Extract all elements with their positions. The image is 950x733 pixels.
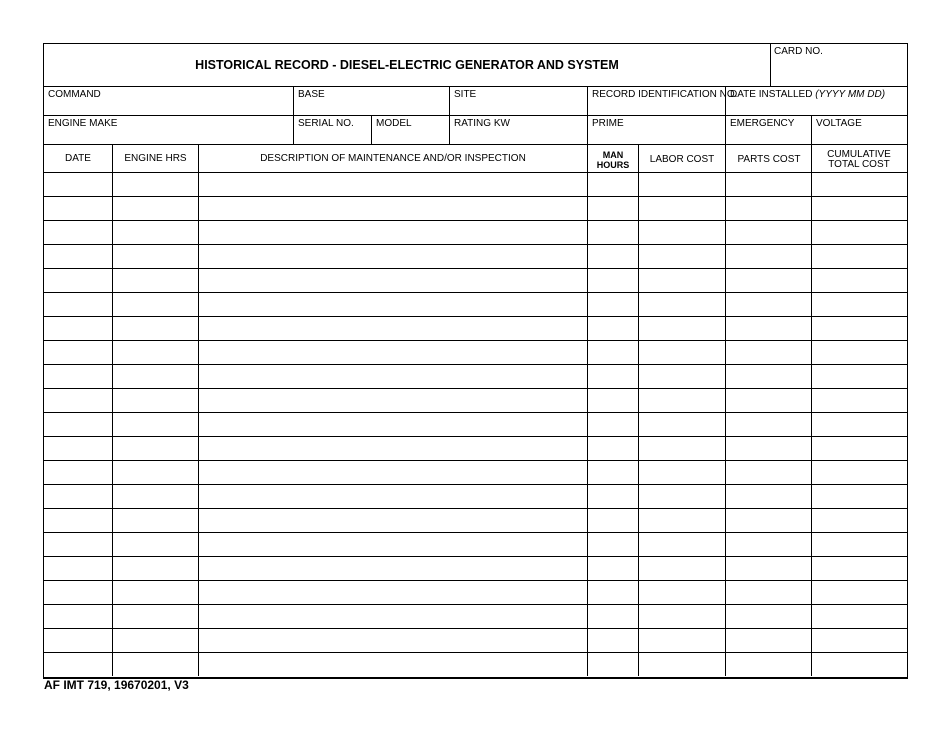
table-cell-engine-hrs[interactable] [113, 365, 198, 388]
table-cell-date[interactable] [44, 173, 112, 196]
table-cell-cumulative-total[interactable] [812, 581, 906, 604]
table-cell-date[interactable] [44, 293, 112, 316]
cumulative-line2: TOTAL COST [828, 159, 890, 170]
col-cumulative-header [812, 150, 906, 170]
table-cell-parts-cost[interactable] [726, 245, 811, 268]
table-cell-description[interactable] [199, 293, 587, 316]
rating-kw-label: RATING KW [454, 118, 510, 129]
table-cell-engine-hrs[interactable] [113, 245, 198, 268]
table-cell-parts-cost[interactable] [726, 653, 811, 676]
command-label: COMMAND [48, 89, 101, 100]
table-cell-engine-hrs[interactable] [113, 533, 198, 556]
table-cell-labor-cost[interactable] [639, 485, 725, 508]
table-cell-description[interactable] [199, 509, 587, 532]
table-cell-date[interactable] [44, 485, 112, 508]
table-cell-labor-cost[interactable] [639, 293, 725, 316]
table-cell-man-hours[interactable] [588, 437, 638, 460]
table-cell-cumulative-total[interactable] [812, 173, 906, 196]
table-cell-man-hours[interactable] [588, 389, 638, 412]
card-no-label: CARD NO. [774, 46, 823, 57]
table-cell-labor-cost[interactable] [639, 557, 725, 580]
table-cell-man-hours[interactable] [588, 341, 638, 364]
base-field[interactable] [294, 101, 448, 114]
emergency-label: EMERGENCY [730, 118, 795, 129]
table-cell-parts-cost[interactable] [726, 365, 811, 388]
table-cell-man-hours[interactable] [588, 509, 638, 532]
table-cell-parts-cost[interactable] [726, 461, 811, 484]
table-cell-parts-cost[interactable] [726, 173, 811, 196]
table-cell-description[interactable] [199, 365, 587, 388]
table-cell-parts-cost[interactable] [726, 413, 811, 436]
table-cell-description[interactable] [199, 629, 587, 652]
table-cell-engine-hrs[interactable] [113, 509, 198, 532]
record-id-label: RECORD IDENTIFICATION NO. [592, 89, 738, 100]
table-cell-cumulative-total[interactable] [812, 485, 906, 508]
date-installed-text: DATE INSTALLED [730, 89, 813, 100]
table-cell-cumulative-total[interactable] [812, 197, 906, 220]
table-cell-cumulative-total[interactable] [812, 461, 906, 484]
card-no-field[interactable] [771, 58, 906, 85]
table-cell-description[interactable] [199, 173, 587, 196]
cumulative-line1: CUMULATIVE [827, 149, 891, 160]
table-cell-man-hours[interactable] [588, 557, 638, 580]
table-cell-cumulative-total[interactable] [812, 533, 906, 556]
serial-no-field[interactable] [294, 130, 370, 143]
table-cell-date[interactable] [44, 653, 112, 676]
table-cell-man-hours[interactable] [588, 605, 638, 628]
table-cell-date[interactable] [44, 245, 112, 268]
table-cell-cumulative-total[interactable] [812, 605, 906, 628]
table-cell-engine-hrs[interactable] [113, 293, 198, 316]
table-cell-description[interactable] [199, 581, 587, 604]
table-cell-man-hours[interactable] [588, 197, 638, 220]
table-cell-description[interactable] [199, 653, 587, 676]
table-cell-description[interactable] [199, 413, 587, 436]
table-cell-cumulative-total[interactable] [812, 293, 906, 316]
table-cell-date[interactable] [44, 341, 112, 364]
table-cell-labor-cost[interactable] [639, 605, 725, 628]
divider [43, 115, 907, 116]
table-cell-engine-hrs[interactable] [113, 269, 198, 292]
table-cell-parts-cost[interactable] [726, 269, 811, 292]
prime-label: PRIME [592, 118, 624, 129]
table-cell-date[interactable] [44, 221, 112, 244]
engine-make-field[interactable] [44, 130, 292, 143]
table-cell-description[interactable] [199, 557, 587, 580]
date-installed-label [730, 89, 885, 101]
form-number: AF IMT 719, 19670201, V3 [44, 678, 189, 692]
table-cell-date[interactable] [44, 533, 112, 556]
table-cell-parts-cost[interactable] [726, 629, 811, 652]
serial-no-label: SERIAL NO. [298, 118, 354, 129]
table-cell-cumulative-total[interactable] [812, 221, 906, 244]
table-cell-engine-hrs[interactable] [113, 581, 198, 604]
table-cell-date[interactable] [44, 509, 112, 532]
table-cell-parts-cost[interactable] [726, 197, 811, 220]
table-cell-date[interactable] [44, 317, 112, 340]
table-cell-description[interactable] [199, 605, 587, 628]
table-cell-engine-hrs[interactable] [113, 389, 198, 412]
form-title: HISTORICAL RECORD - DIESEL-ELECTRIC GENERATOR AND SYSTEM [195, 58, 619, 72]
table-cell-engine-hrs[interactable] [113, 485, 198, 508]
table-cell-parts-cost[interactable] [726, 341, 811, 364]
table-cell-man-hours[interactable] [588, 269, 638, 292]
table-cell-man-hours[interactable] [588, 629, 638, 652]
table-cell-labor-cost[interactable] [639, 629, 725, 652]
table-cell-cumulative-total[interactable] [812, 629, 906, 652]
table-cell-labor-cost[interactable] [639, 173, 725, 196]
table-cell-cumulative-total[interactable] [812, 269, 906, 292]
table-cell-man-hours[interactable] [588, 581, 638, 604]
table-cell-engine-hrs[interactable] [113, 653, 198, 676]
table-cell-labor-cost[interactable] [639, 317, 725, 340]
table-cell-date[interactable] [44, 413, 112, 436]
table-cell-parts-cost[interactable] [726, 293, 811, 316]
table-cell-man-hours[interactable] [588, 245, 638, 268]
table-cell-labor-cost[interactable] [639, 533, 725, 556]
date-installed-field[interactable] [726, 101, 906, 114]
engine-make-label: ENGINE MAKE [48, 118, 118, 129]
table-cell-cumulative-total[interactable] [812, 341, 906, 364]
table-cell-engine-hrs[interactable] [113, 557, 198, 580]
table-cell-date[interactable] [44, 461, 112, 484]
table-cell-date[interactable] [44, 557, 112, 580]
table-cell-labor-cost[interactable] [639, 413, 725, 436]
table-cell-date[interactable] [44, 437, 112, 460]
table-cell-man-hours[interactable] [588, 365, 638, 388]
command-field[interactable] [44, 101, 292, 114]
col-description-header: DESCRIPTION OF MAINTENANCE AND/OR INSPECTION [260, 153, 526, 164]
table-cell-cumulative-total[interactable] [812, 317, 906, 340]
site-label: SITE [454, 89, 477, 100]
base-label: BASE [298, 89, 325, 100]
divider [43, 144, 907, 145]
table-cell-parts-cost[interactable] [726, 581, 811, 604]
table-cell-engine-hrs[interactable] [113, 341, 198, 364]
model-label: MODEL [376, 118, 412, 129]
col-parts-cost-header: PARTS COST [737, 154, 801, 165]
table-cell-parts-cost[interactable] [726, 557, 811, 580]
table-cell-description[interactable] [199, 389, 587, 412]
table-cell-man-hours[interactable] [588, 461, 638, 484]
table-cell-cumulative-total[interactable] [812, 437, 906, 460]
col-engine-hrs-header: ENGINE HRS [124, 153, 187, 164]
table-cell-labor-cost[interactable] [639, 581, 725, 604]
table-cell-date[interactable] [44, 389, 112, 412]
table-cell-engine-hrs[interactable] [113, 221, 198, 244]
table-cell-description[interactable] [199, 197, 587, 220]
table-cell-engine-hrs[interactable] [113, 413, 198, 436]
table-cell-date[interactable] [44, 605, 112, 628]
table-cell-description[interactable] [199, 221, 587, 244]
table-cell-labor-cost[interactable] [639, 365, 725, 388]
table-cell-labor-cost[interactable] [639, 245, 725, 268]
table-cell-parts-cost[interactable] [726, 317, 811, 340]
table-cell-engine-hrs[interactable] [113, 629, 198, 652]
table-cell-cumulative-total[interactable] [812, 509, 906, 532]
table-cell-description[interactable] [199, 461, 587, 484]
table-cell-cumulative-total[interactable] [812, 365, 906, 388]
date-installed-format: (YYYY MM DD) [815, 89, 886, 100]
table-cell-man-hours[interactable] [588, 317, 638, 340]
table-cell-man-hours[interactable] [588, 293, 638, 316]
table-cell-cumulative-total[interactable] [812, 245, 906, 268]
rating-kw-field[interactable] [450, 130, 586, 143]
table-cell-engine-hrs[interactable] [113, 437, 198, 460]
table-cell-labor-cost[interactable] [639, 509, 725, 532]
table-cell-man-hours[interactable] [588, 173, 638, 196]
table-cell-cumulative-total[interactable] [812, 557, 906, 580]
table-cell-description[interactable] [199, 269, 587, 292]
man-hours-line2: HOURS [596, 160, 630, 170]
table-cell-labor-cost[interactable] [639, 197, 725, 220]
table-cell-man-hours[interactable] [588, 653, 638, 676]
table-cell-description[interactable] [199, 317, 587, 340]
emergency-field[interactable] [726, 130, 810, 143]
col-labor-cost-header: LABOR COST [649, 154, 715, 165]
table-cell-man-hours[interactable] [588, 485, 638, 508]
table-cell-engine-hrs[interactable] [113, 605, 198, 628]
table-cell-labor-cost[interactable] [639, 269, 725, 292]
model-field[interactable] [372, 130, 448, 143]
table-cell-engine-hrs[interactable] [113, 317, 198, 340]
table-cell-engine-hrs[interactable] [113, 197, 198, 220]
table-cell-labor-cost[interactable] [639, 653, 725, 676]
man-hours-line1: MAN [602, 150, 624, 160]
table-cell-parts-cost[interactable] [726, 485, 811, 508]
table-cell-parts-cost[interactable] [726, 533, 811, 556]
table-cell-parts-cost[interactable] [726, 509, 811, 532]
table-cell-cumulative-total[interactable] [812, 413, 906, 436]
table-cell-description[interactable] [199, 485, 587, 508]
table-cell-date[interactable] [44, 629, 112, 652]
table-cell-parts-cost[interactable] [726, 437, 811, 460]
table-cell-description[interactable] [199, 437, 587, 460]
table-cell-cumulative-total[interactable] [812, 389, 906, 412]
site-field[interactable] [450, 101, 586, 114]
table-cell-labor-cost[interactable] [639, 341, 725, 364]
voltage-field[interactable] [812, 130, 906, 143]
divider [43, 86, 907, 87]
table-cell-date[interactable] [44, 197, 112, 220]
table-cell-man-hours[interactable] [588, 221, 638, 244]
table-cell-date[interactable] [44, 269, 112, 292]
table-cell-parts-cost[interactable] [726, 605, 811, 628]
table-cell-labor-cost[interactable] [639, 221, 725, 244]
record-id-field[interactable] [588, 101, 724, 114]
prime-field[interactable] [588, 130, 724, 143]
table-cell-parts-cost[interactable] [726, 389, 811, 412]
col-man-hours-header [588, 150, 638, 170]
table-cell-date[interactable] [44, 365, 112, 388]
table-cell-labor-cost[interactable] [639, 389, 725, 412]
table-cell-date[interactable] [44, 581, 112, 604]
table-cell-man-hours[interactable] [588, 413, 638, 436]
table-cell-labor-cost[interactable] [639, 461, 725, 484]
table-cell-description[interactable] [199, 533, 587, 556]
table-cell-engine-hrs[interactable] [113, 173, 198, 196]
col-date-header: DATE [65, 153, 91, 164]
table-cell-cumulative-total[interactable] [812, 653, 906, 676]
table-cell-engine-hrs[interactable] [113, 461, 198, 484]
voltage-label: VOLTAGE [816, 118, 862, 129]
table-cell-labor-cost[interactable] [639, 437, 725, 460]
table-cell-description[interactable] [199, 341, 587, 364]
table-cell-parts-cost[interactable] [726, 221, 811, 244]
table-cell-man-hours[interactable] [588, 533, 638, 556]
table-cell-description[interactable] [199, 245, 587, 268]
